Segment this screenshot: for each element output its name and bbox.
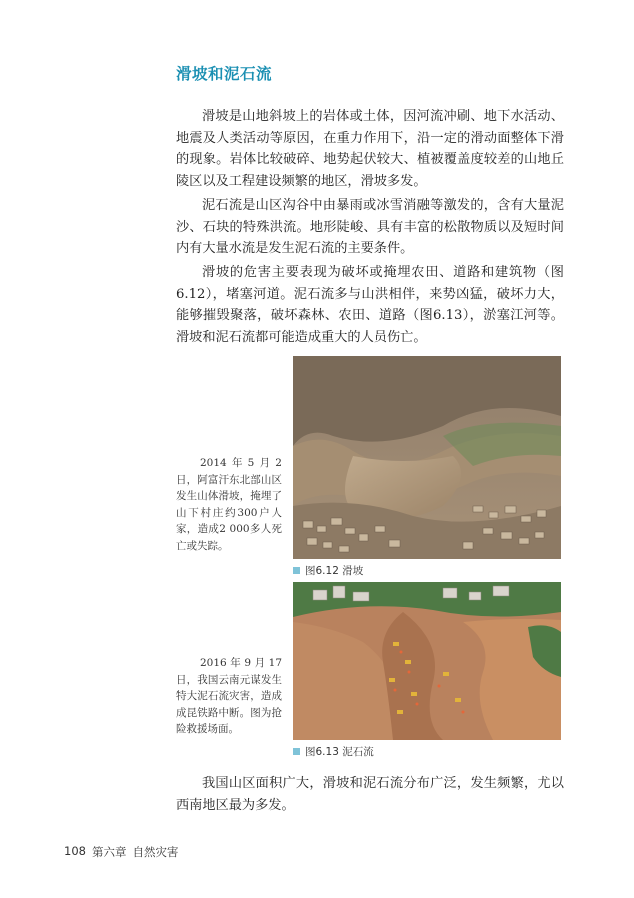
- page-number: 108: [64, 844, 86, 858]
- debris-flow-photo-illustration: [293, 582, 561, 740]
- section-title: 滑坡和泥石流: [176, 65, 273, 83]
- paragraph-landslide-definition: 滑坡是山地斜坡上的岩体或土体，因河流冲刷、地下水活动、地震及人类活动等原因，在重力作用下，沿一定的滑动面整体下滑的现象。岩体比较破碎、地势起伏较大、植被覆盖度较差的山地丘陵区以及工程建设频繁的地区，滑坡多发。: [176, 109, 564, 189]
- figure-marker-square: [293, 748, 300, 755]
- paragraph-debris-flow-definition: 泥石流是山区沟谷中由暴雨或冰雪消融等激发的，含有大量泥沙、石块的特殊洪流。地形陡峻、具有丰富的松散物质以及短时间内有大量水流是发生泥石流的主要条件。: [176, 198, 564, 257]
- figure-marker-square: [293, 567, 300, 574]
- paragraph-closing: 我国山区面积广大，滑坡和泥石流分布广泛，发生频繁，尤以西南地区最为多发。: [176, 776, 564, 813]
- paragraph-hazards: 滑坡的危害主要表现为破坏或掩埋农田、道路和建筑物（图6.12），堵塞河道。泥石流多与山洪相伴，来势凶猛，破坏力大，能够摧毁聚落，破坏森林、农田、道路（图6.13），淤塞江河等。滑坡和泥石流都可能造成重大的人员伤亡。: [176, 265, 564, 345]
- figure-6-12-caption: 2014年5月2日，阿富汗东北部山区发生山体滑坡，掩埋了山下村庄约300户人家，造成2 000多人死亡或失踪。: [176, 457, 282, 552]
- figure-6-12-label-text: 图6.12 滑坡: [305, 565, 364, 577]
- figure-6-12-label: [293, 563, 363, 578]
- page-footer: [64, 844, 178, 860]
- debris-flow-photo: [293, 582, 561, 740]
- chapter-title: 自然灾害: [132, 845, 179, 859]
- figure-6-13-label: [293, 744, 374, 759]
- chapter-number: 第六章: [91, 845, 127, 859]
- figure-6-13-caption: 2016年9月17日，我国云南元谋发生特大泥石流灾害，造成成昆铁路中断。图为抢险救援场面。: [176, 657, 282, 736]
- landslide-photo-illustration: [293, 356, 561, 559]
- figure-6-13-label-text: 图6.13 泥石流: [305, 746, 374, 758]
- landslide-photo: [293, 356, 561, 559]
